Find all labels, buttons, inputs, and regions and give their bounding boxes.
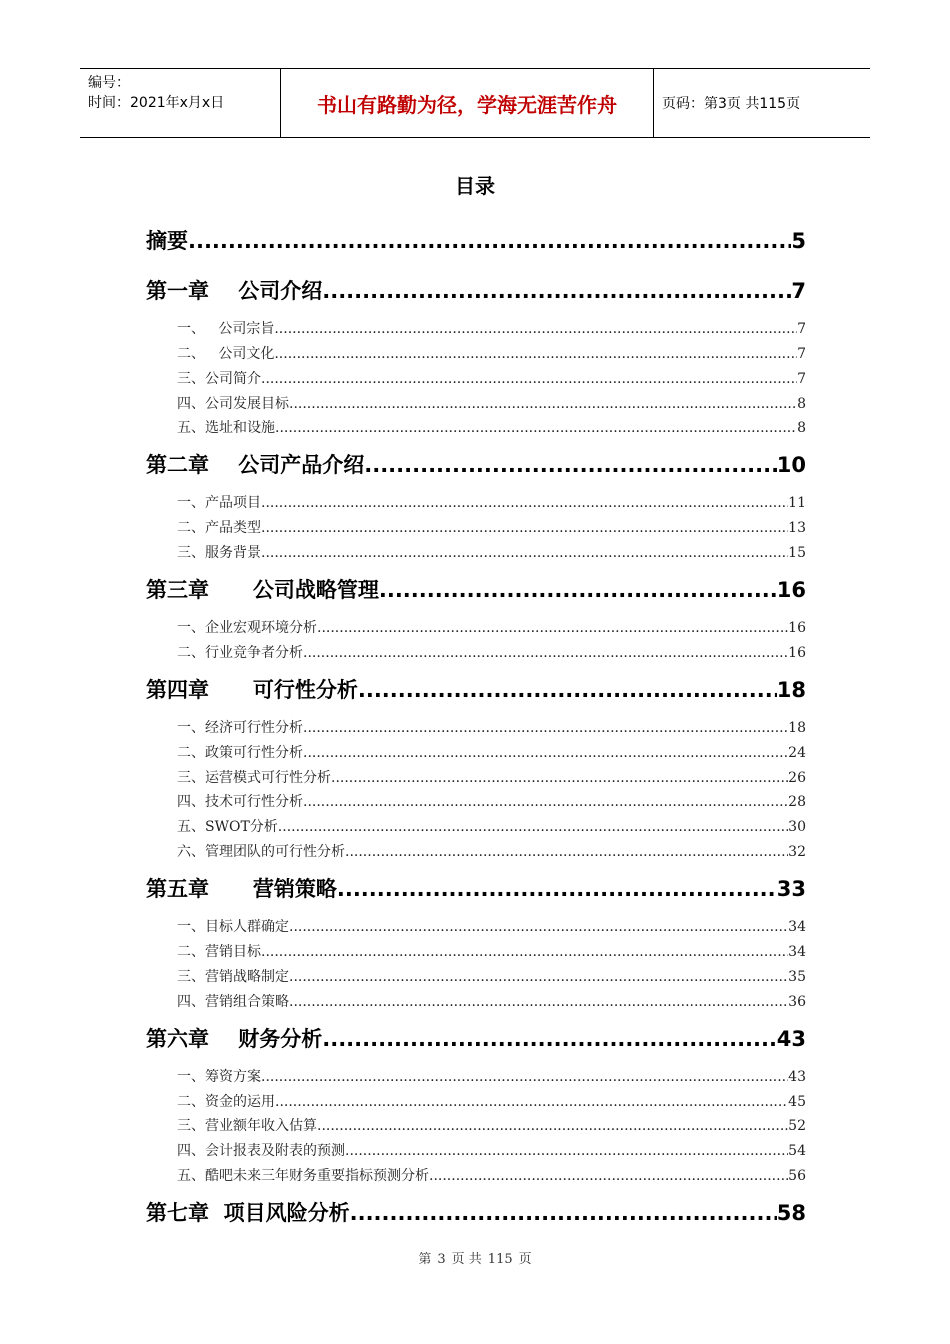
toc-entry-title: 一、企业宏观环境分析 xyxy=(177,620,317,637)
toc-entry-title: 第四章 可行性分析 xyxy=(146,677,358,702)
toc-entry-page: 56 xyxy=(788,1168,806,1185)
toc-section-entry[interactable] xyxy=(146,913,806,938)
toc-entry-title: 三、营销战略制定 xyxy=(177,968,289,985)
toc-leader-dots xyxy=(274,318,797,340)
toc-entry-page: 34 xyxy=(788,944,806,961)
toc-entry-title: 一、 公司宗旨 xyxy=(177,320,275,337)
header-page-info: 页码：第3页 共115页 xyxy=(662,96,801,112)
toc-entry-page: 36 xyxy=(788,993,806,1010)
toc-leader-dots xyxy=(303,791,788,813)
toc-leader-dots xyxy=(289,916,788,938)
toc-section-entry[interactable] xyxy=(146,813,806,838)
toc-entry-title: 五、酷吧未来三年财务重要指标预测分析 xyxy=(177,1168,429,1185)
toc-entry-title: 六、管理团队的可行性分析 xyxy=(177,844,345,861)
toc-entry-page: 7 xyxy=(791,279,806,303)
toc-entry-title: 二、产品类型 xyxy=(177,520,261,537)
toc-chapter-entry[interactable] xyxy=(146,215,806,265)
footer-suffix: 页 xyxy=(518,1252,532,1267)
toc-title: 目录 xyxy=(455,174,495,198)
toc-entry-title: 三、营业额年收入估算 xyxy=(177,1118,317,1135)
toc-section-entry[interactable] xyxy=(146,988,806,1013)
toc-section-entry[interactable] xyxy=(146,963,806,988)
toc-leader-dots xyxy=(261,542,788,564)
toc-leader-dots xyxy=(322,1021,777,1057)
toc-leader-dots xyxy=(317,617,788,639)
toc-leader-dots xyxy=(261,941,788,963)
toc-leader-dots xyxy=(337,871,777,907)
toc-entry-page: 45 xyxy=(788,1093,806,1110)
toc-entry-page: 16 xyxy=(788,644,806,661)
toc-entry-page: 7 xyxy=(797,345,806,362)
toc-leader-dots xyxy=(289,991,788,1013)
toc-entry-title: 第一章 公司介绍 xyxy=(146,279,323,303)
toc-entry-title: 第七章 项目风险分析 xyxy=(146,1201,350,1226)
toc-entry-title: 一、目标人群确定 xyxy=(177,919,289,936)
toc-entry-page: 15 xyxy=(788,545,806,562)
toc-entry-title: 一、产品项目 xyxy=(177,495,261,512)
toc-entry-page: 7 xyxy=(797,320,806,337)
toc-leader-dots xyxy=(364,447,777,483)
toc-entry-page: 26 xyxy=(788,769,806,786)
toc-section-entry[interactable] xyxy=(146,1162,806,1187)
toc-leader-dots xyxy=(275,417,797,439)
toc-leader-dots xyxy=(345,841,788,863)
toc-section-entry[interactable] xyxy=(146,1088,806,1113)
page-footer xyxy=(0,1248,950,1267)
toc-entry-page: 18 xyxy=(776,677,806,702)
toc-entry-page: 52 xyxy=(788,1118,806,1135)
toc-leader-dots xyxy=(289,966,788,988)
toc-entry-page: 32 xyxy=(788,844,806,861)
toc-chapter-entry[interactable] xyxy=(146,439,806,489)
toc-section-entry[interactable] xyxy=(146,764,806,789)
toc-leader-dots xyxy=(188,223,791,259)
toc-entry-title: 第二章 公司产品介绍 xyxy=(146,453,365,478)
table-of-contents xyxy=(146,215,806,1237)
toc-leader-dots xyxy=(275,1091,788,1113)
toc-entry-title: 四、公司发展目标 xyxy=(177,395,289,412)
toc-entry-page: 8 xyxy=(797,420,806,437)
toc-section-entry[interactable] xyxy=(146,938,806,963)
toc-leader-dots xyxy=(379,572,777,608)
toc-entry-page: 5 xyxy=(791,229,806,253)
number-label: 编号： xyxy=(88,75,130,91)
toc-entry-title: 一、经济可行性分析 xyxy=(177,719,303,736)
toc-entry-title: 四、技术可行性分析 xyxy=(177,794,303,811)
toc-section-entry[interactable] xyxy=(146,539,806,564)
toc-entry-title: 四、会计报表及附表的预测 xyxy=(177,1143,345,1160)
toc-section-entry[interactable] xyxy=(146,415,806,440)
toc-leader-dots xyxy=(345,1140,788,1162)
toc-chapter-entry[interactable] xyxy=(146,564,806,614)
toc-entry-page: 35 xyxy=(788,968,806,985)
toc-section-entry[interactable] xyxy=(146,714,806,739)
toc-section-entry[interactable] xyxy=(146,789,806,814)
toc-chapter-entry[interactable] xyxy=(146,1187,806,1237)
toc-leader-dots xyxy=(429,1165,788,1187)
toc-entry-page: 34 xyxy=(788,919,806,936)
page-header xyxy=(80,68,870,138)
toc-chapter-entry[interactable] xyxy=(146,664,806,714)
toc-entry-title: 五、SWOT分析 xyxy=(177,819,278,836)
toc-entry-title: 二、政策可行性分析 xyxy=(177,744,303,761)
toc-leader-dots xyxy=(303,742,788,764)
footer-prefix: 第 xyxy=(418,1252,432,1267)
toc-entry-title: 一、筹资方案 xyxy=(177,1068,261,1085)
toc-entry-page: 11 xyxy=(788,495,806,512)
toc-entry-page: 13 xyxy=(788,520,806,537)
toc-entry-page: 24 xyxy=(788,744,806,761)
toc-section-entry[interactable] xyxy=(146,489,806,514)
toc-leader-dots xyxy=(303,717,788,739)
toc-section-entry[interactable] xyxy=(146,365,806,390)
toc-entry-page: 8 xyxy=(797,395,806,412)
toc-section-entry[interactable] xyxy=(146,614,806,639)
toc-entry-title: 第三章 公司战略管理 xyxy=(146,578,379,603)
toc-entry-title: 二、资金的运用 xyxy=(177,1093,275,1110)
toc-entry-title: 五、选址和设施 xyxy=(177,420,275,437)
toc-entry-page: 43 xyxy=(788,1068,806,1085)
toc-leader-dots xyxy=(317,1115,788,1137)
toc-leader-dots xyxy=(358,672,777,708)
time-label: 时间：2021年x月x日 xyxy=(88,95,225,111)
toc-section-entry[interactable] xyxy=(146,1137,806,1162)
toc-leader-dots xyxy=(261,1066,788,1088)
toc-entry-page: 58 xyxy=(776,1201,806,1226)
toc-entry-title: 第五章 营销策略 xyxy=(146,877,337,902)
toc-leader-dots xyxy=(278,816,788,838)
toc-entry-title: 二、 公司文化 xyxy=(177,345,275,362)
footer-mid: 页 共 xyxy=(451,1252,482,1267)
toc-entry-title: 三、运营模式可行性分析 xyxy=(177,769,331,786)
toc-leader-dots xyxy=(289,393,797,415)
toc-section-entry[interactable] xyxy=(146,514,806,539)
toc-entry-page: 54 xyxy=(788,1143,806,1160)
toc-section-entry[interactable] xyxy=(146,639,806,664)
header-motto: 书山有路勤为径，学海无涯苦作舟 xyxy=(280,69,654,137)
toc-entry-page: 10 xyxy=(776,453,806,478)
footer-current-page: 3 xyxy=(437,1252,446,1267)
footer-total-pages: 115 xyxy=(487,1252,513,1267)
header-meta xyxy=(80,69,280,137)
toc-entry-page: 30 xyxy=(788,819,806,836)
toc-leader-dots xyxy=(331,767,788,789)
toc-leader-dots xyxy=(261,492,788,514)
toc-section-entry[interactable] xyxy=(146,1063,806,1088)
toc-section-entry[interactable] xyxy=(146,739,806,764)
toc-entry-page: 28 xyxy=(788,794,806,811)
toc-entry-page: 43 xyxy=(776,1026,806,1051)
toc-section-entry[interactable] xyxy=(146,838,806,863)
toc-chapter-entry[interactable] xyxy=(146,1013,806,1063)
toc-section-entry[interactable] xyxy=(146,390,806,415)
toc-entry-page: 7 xyxy=(797,370,806,387)
toc-entry-page: 16 xyxy=(776,578,806,603)
toc-leader-dots xyxy=(274,343,797,365)
toc-entry-page: 33 xyxy=(776,877,806,902)
toc-entry-title: 摘要 xyxy=(146,229,188,253)
toc-entry-title: 第六章 财务分析 xyxy=(146,1026,323,1051)
toc-entry-title: 三、公司简介 xyxy=(177,370,261,387)
toc-chapter-entry[interactable] xyxy=(146,863,806,913)
toc-section-entry[interactable] xyxy=(146,340,806,365)
toc-leader-dots xyxy=(350,1195,777,1231)
toc-entry-title: 四、营销组合策略 xyxy=(177,993,289,1010)
toc-leader-dots xyxy=(303,642,788,664)
toc-section-entry[interactable] xyxy=(146,1113,806,1138)
toc-leader-dots xyxy=(261,517,788,539)
toc-entry-title: 三、服务背景 xyxy=(177,545,261,562)
toc-chapter-entry[interactable] xyxy=(146,265,806,315)
toc-entry-page: 16 xyxy=(788,620,806,637)
toc-section-entry[interactable] xyxy=(146,315,806,340)
toc-entry-page: 18 xyxy=(788,719,806,736)
toc-leader-dots xyxy=(261,368,797,390)
toc-leader-dots xyxy=(322,273,791,309)
toc-entry-title: 二、行业竞争者分析 xyxy=(177,644,303,661)
toc-entry-title: 二、营销目标 xyxy=(177,944,261,961)
